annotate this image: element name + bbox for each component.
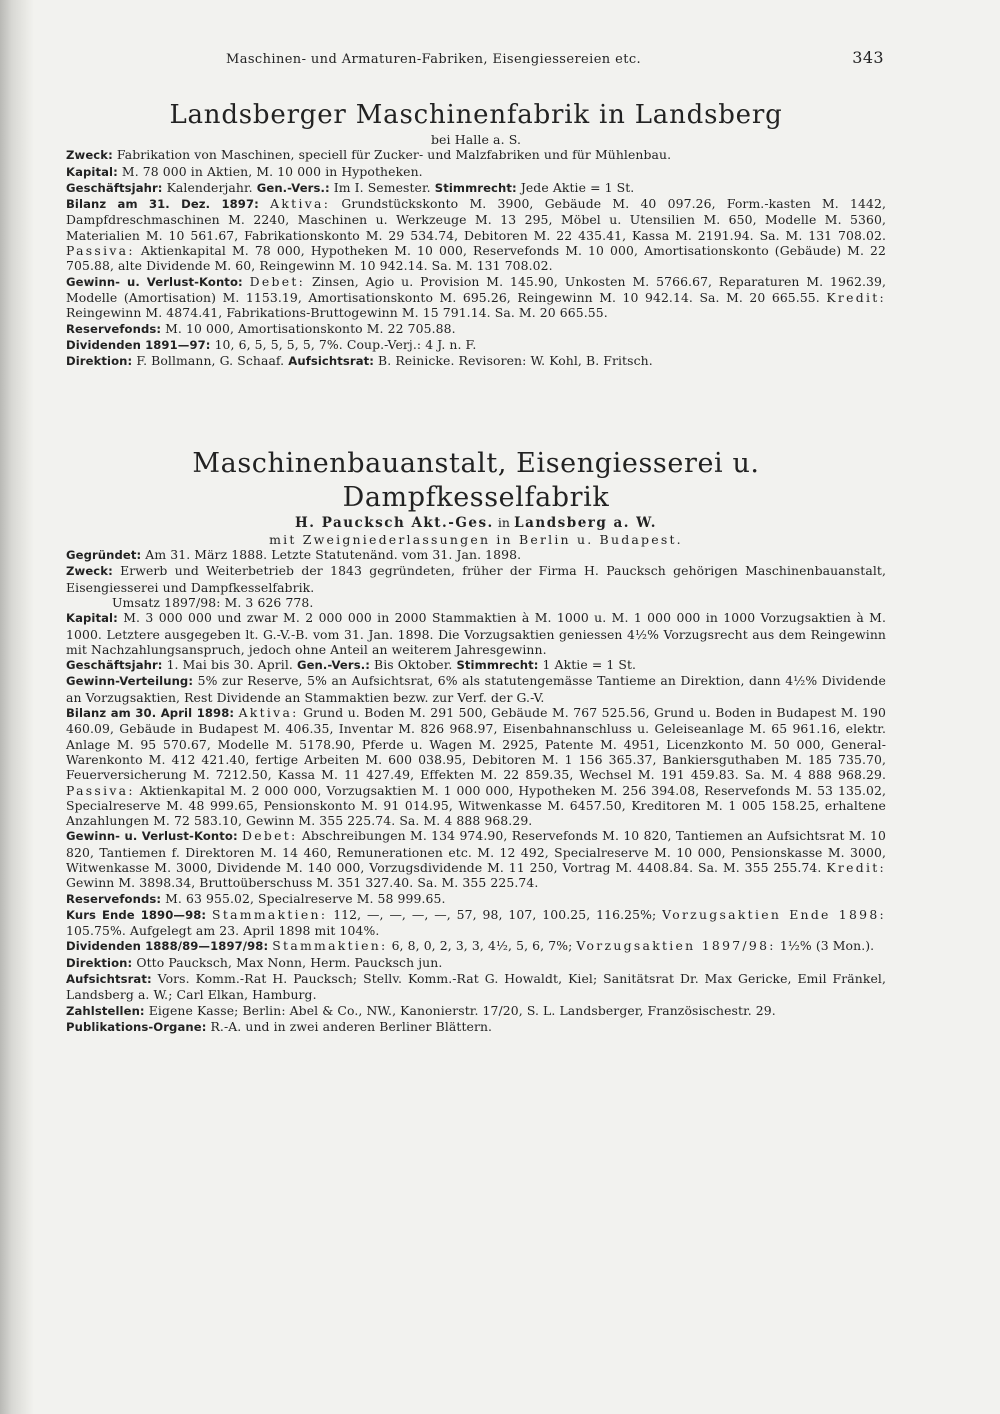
entry-text: 6, 8, 0, 2, 3, 3, 4½, 5, 6, 7%; <box>391 938 573 954</box>
entry-text: Vors. Komm.-Rat H. Paucksch; Stellv. Komm.-Rat G. Howaldt, Kiel; Sanitätsrat Dr. Max Gericke, Emil Fränkel, Landsberg a. W.; Carl Elkan, Hamburg. <box>66 971 886 1003</box>
entry-subkey: Aktiva: <box>270 196 331 212</box>
entry <box>66 274 886 321</box>
company-line <box>66 515 886 531</box>
entry-text: Otto Paucksch, Max Nonn, Herm. Paucksch jun. <box>136 954 443 970</box>
entry-key: Dividenden 1888/89—1897/98: <box>66 939 269 954</box>
entry-subkey: Aktiva: <box>238 705 299 721</box>
entry-subkey: Passiva: <box>66 782 135 798</box>
entry-key: Reservefonds: <box>66 891 162 906</box>
entry <box>66 1019 886 1035</box>
entry-text: 1½% (3 Mon.). <box>779 938 875 954</box>
section-paucksch <box>66 447 886 1035</box>
entry-text: F. Bollmann, G. Schaaf. <box>136 353 285 369</box>
entry <box>66 673 886 705</box>
entry-subkey: Stammaktien: <box>272 938 388 954</box>
company-place: Landsberg a. W. <box>514 515 657 532</box>
entry-key: Zweck: <box>66 148 113 163</box>
company-name: H. Paucksch Akt.-Ges. <box>295 515 494 532</box>
entry <box>66 828 886 890</box>
entry <box>66 971 886 1003</box>
entry <box>66 610 886 657</box>
entry-subkey: Debet: <box>242 828 298 844</box>
entry-subkey: Kredit: <box>826 289 887 305</box>
entry-key: Stimmrecht: <box>456 658 539 673</box>
entry <box>66 196 886 273</box>
entry-key: Direktion: <box>66 354 133 369</box>
entry <box>66 657 886 673</box>
entry-key: Gen.-Vers.: <box>296 658 370 673</box>
running-title: Maschinen- und Armaturen-Fabriken, Eisengiessereien etc. <box>226 52 642 67</box>
entry-text: Reingewinn M. 4874.41, Fabrikations-Bruttogewinn M. 15 791.14. Sa. M. 20 665.55. <box>66 305 608 321</box>
entry <box>112 595 886 610</box>
entry-key: Kurs Ende 1890—98: <box>66 907 207 922</box>
entry-text: 10, 6, 5, 5, 5, 5, 7%. Coup.-Verj.: 4 J. n. F. <box>214 336 477 352</box>
entry-key: Gewinn- u. Verlust-Konto: <box>66 274 243 289</box>
entry-text: 5% zur Reserve, 5% an Aufsichtsrat, 6% als statutengemässe Tantieme an Direktion, dann 4½% Dividende an Vorzugsaktien, Rest Dividende an Stammaktien bezw. zur Verf. der G.-V. <box>66 673 886 705</box>
entry-key: Gen.-Vers.: <box>256 180 330 195</box>
entry <box>66 563 886 595</box>
entry-text: Jede Aktie = 1 St. <box>520 179 635 195</box>
entry-text: Bis Oktober. <box>373 657 453 673</box>
entry-text: 1 Aktie = 1 St. <box>542 657 637 673</box>
entry-key: Bilanz am 30. April 1898: <box>66 706 235 721</box>
entry-text: Eigene Kasse; Berlin: Abel & Co., NW., Kanonierstr. 17/20, S. L. Landsberger, Französischestr. 29. <box>148 1002 776 1018</box>
entry-key: Kapital: <box>66 611 118 626</box>
section-landsberger-maschinenfabrik <box>66 98 886 369</box>
entry-text: Kalenderjahr. <box>166 179 253 195</box>
entry-list <box>66 147 886 369</box>
entry <box>66 938 886 954</box>
entry <box>66 147 886 163</box>
entry-key: Aufsichtsrat: <box>288 354 374 369</box>
entry-subkey: Stammaktien: <box>212 906 328 922</box>
entry-text: Fabrikation von Maschinen, speciell für Zucker- und Malzfabriken und für Mühlenbau. <box>116 147 672 163</box>
book-binding-shadow <box>0 0 34 1414</box>
entry-text: Aktienkapital M. 2 000 000, Vorzugsaktien M. 1 000 000, Hypotheken M. 256 394.08, Reservefonds M. 53 135.02, Specialreserve M. 48 999.65, Pensionskonto M. 91 014.95, Witwenkasse M. 6457.50, Kreditoren M. 1 005 158.25, erhaltene Anzahlungen M. 72 583.10, Gewinn M. 355 225.74. Sa. M. 4 888 968.29. <box>66 782 886 829</box>
entry-key: Geschäftsjahr: <box>66 180 163 195</box>
entry-key: Dividenden 1891—97: <box>66 337 211 352</box>
entry-subkey: Passiva: <box>66 243 135 259</box>
branches-line: mit Zweigniederlassungen in Berlin u. Budapest. <box>269 531 683 547</box>
entry-text: Im I. Semester. <box>333 179 431 195</box>
entry-text: 105.75%. Aufgelegt am 23. April 1898 mit 104%. <box>66 923 380 939</box>
entry-text: Abschreibungen M. 134 974.90, Reservefonds M. 10 820, Tantiemen an Aufsichtsrat M. 10 820, Tantiemen f. Direktoren M. 14 460, Remunerationen etc. M. 12 492, Specialreserve M. 10 000, Pensionskasse M. 3000, Witwenkasse M. 3000, Dividende M. 140 000, Vorzugsdividende M. 11 250, Vortrag M. 4408.84. Sa. M. 355 255.74. <box>66 828 886 875</box>
entry <box>66 353 886 369</box>
entry-text: M. 63 955.02, Specialreserve M. 58 999.65. <box>165 890 446 906</box>
entry-key: Gewinn- u. Verlust-Konto: <box>66 829 238 844</box>
entry-text: Am 31. März 1888. Letzte Statutenänd. vom 31. Jan. 1898. <box>145 547 522 563</box>
entry <box>66 1003 886 1019</box>
entry <box>66 337 886 353</box>
entry-text: Erwerb und Weiterbetrieb der 1843 gegründeten, früher der Firma H. Paucksch gehörigen Maschinenbauanstalt, Eisengiesserei und Dampfkesselfabrik. <box>66 563 886 595</box>
entry-text: Gewinn M. 3898.34, Bruttoüberschuss M. 351 327.40. Sa. M. 355 225.74. <box>66 875 539 891</box>
company-in: in <box>497 515 511 531</box>
entry <box>66 321 886 337</box>
running-header <box>66 48 886 70</box>
entry-subkey: Kredit: <box>826 859 886 875</box>
entry <box>66 164 886 180</box>
entry-key: Bilanz am 31. Dez. 1897: <box>66 197 259 212</box>
entry <box>66 891 886 907</box>
entry <box>66 907 886 939</box>
entry-text: Aktienkapital M. 78 000, Hypotheken M. 10 000, Reservefonds M. 10 000, Amortisationskonto (Gebäude) M. 22 705.88, alte Dividende M. 60, Reingewinn M. 10 942.14. Sa. M. 131 708.02. <box>66 243 886 274</box>
page-number: 343 <box>852 48 884 67</box>
section-title: Maschinenbauanstalt, Eisengiesserei u. Dampfkesselfabrik <box>192 448 760 514</box>
entry <box>66 180 886 196</box>
entry-key: Zahlstellen: <box>66 1003 145 1018</box>
entry <box>66 955 886 971</box>
entry-text: Grund u. Boden M. 291 500, Gebäude M. 767 525.56, Grund u. Boden in Budapest M. 190 460.09, Gebäude in Budapest M. 406.35, Inventar M. 826 968.97, Eisenbahnanschluss u. Geleiseanlage M. 65 961.16, elektr. Anlage M. 95 570.67, Modelle M. 5178.90, Pferde u. Wagen M. 2925, Patente M. 4951, Licenzkonto M. 50 000, General-Warenkonto M. 412 421.40, fertige Arbeiten M. 600 038.95, Debitoren M. 1 156 365.37, Bankiersguthaben M. 185 735.70, Feuerversicherung M. 7212.50, Kassa M. 11 427.49, Effekten M. 22 859.35, Wechsel M. 191 459.83. Sa. M. 4 888 968.29. <box>66 705 886 783</box>
entry-text: 112, —, —, —, —, 57, 98, 107, 100.25, 116.25%; <box>333 906 657 922</box>
entry-key: Aufsichtsrat: <box>66 972 152 987</box>
entry-text: M. 10 000, Amortisationskonto M. 22 705.88. <box>165 320 456 336</box>
entry-key: Publikations-Organe: <box>66 1019 207 1034</box>
entry-text: Zinsen, Agio u. Provision M. 145.90, Unkosten M. 5766.67, Reparaturen M. 1962.39, Modelle (Amortisation) M. 1153.19, Amortisationskonto M. 695.26, Reingewinn M. 10 942.14. Sa. M. 20 665.55. <box>66 273 886 305</box>
entry-key: Geschäftsjahr: <box>66 658 163 673</box>
entry-text: Grundstückskonto M. 3900, Gebäude M. 40 097.26, Form.-kasten M. 1442, Dampfdreschmaschinen M. 2240, Maschinen u. Werkzeuge M. 13 295, Möbel u. Utensilien M. 650, Modelle M. 5360, Materialien M. 10 561.67, Fabrikationskonto M. 29 534.74, Debitoren M. 22 435.41, Kassa M. 2191.94. Sa. M. 131 708.02. <box>66 196 887 243</box>
entry-key: Kapital: <box>66 164 118 179</box>
entry <box>66 705 886 828</box>
entry-list <box>66 547 886 1035</box>
entry-text: M. 78 000 in Aktien, M. 10 000 in Hypotheken. <box>121 163 423 179</box>
entry-key: Direktion: <box>66 955 133 970</box>
entry-key: Reservefonds: <box>66 321 162 336</box>
entry-subkey: Vorzugsaktien 1897/98: <box>576 938 776 954</box>
section-subtitle: bei Halle a. S. <box>430 132 522 147</box>
section-title: Landsberger Maschinenfabrik in Landsberg <box>169 100 783 130</box>
entry-key: Gegründet: <box>66 548 142 563</box>
page <box>66 48 886 1035</box>
entry-text: Umsatz 1897/98: M. 3 626 778. <box>112 594 314 610</box>
entry-key: Gewinn-Verteilung: <box>66 674 194 689</box>
entry-subkey: Vorzugsaktien Ende 1898: <box>662 906 886 922</box>
entry-text: M. 3 000 000 und zwar M. 2 000 000 in 2000 Stammaktien à M. 1000 u. M. 1 000 000 in 1000 Vorzugsaktien à M. 1000. Letztere ausgegeben lt. G.-V.-B. vom 31. Jan. 1898. Die Vorzugsaktien geniessen 4½% Vorzugsrecht aus dem Reingewinn mit Nachzahlungsanspruch, jedoch ohne Anteil an weiterem Jahresgewinn. <box>66 610 886 657</box>
entry-key: Stimmrecht: <box>434 180 517 195</box>
entry-text: 1. Mai bis 30. April. <box>166 657 293 673</box>
entry-key: Zweck: <box>66 564 113 579</box>
entry-text: B. Reinicke. Revisoren: W. Kohl, B. Fritsch. <box>378 353 653 369</box>
entry <box>66 547 886 563</box>
entry-text: R.-A. und in zwei anderen Berliner Blättern. <box>210 1018 493 1034</box>
entry-subkey: Debet: <box>249 273 306 289</box>
